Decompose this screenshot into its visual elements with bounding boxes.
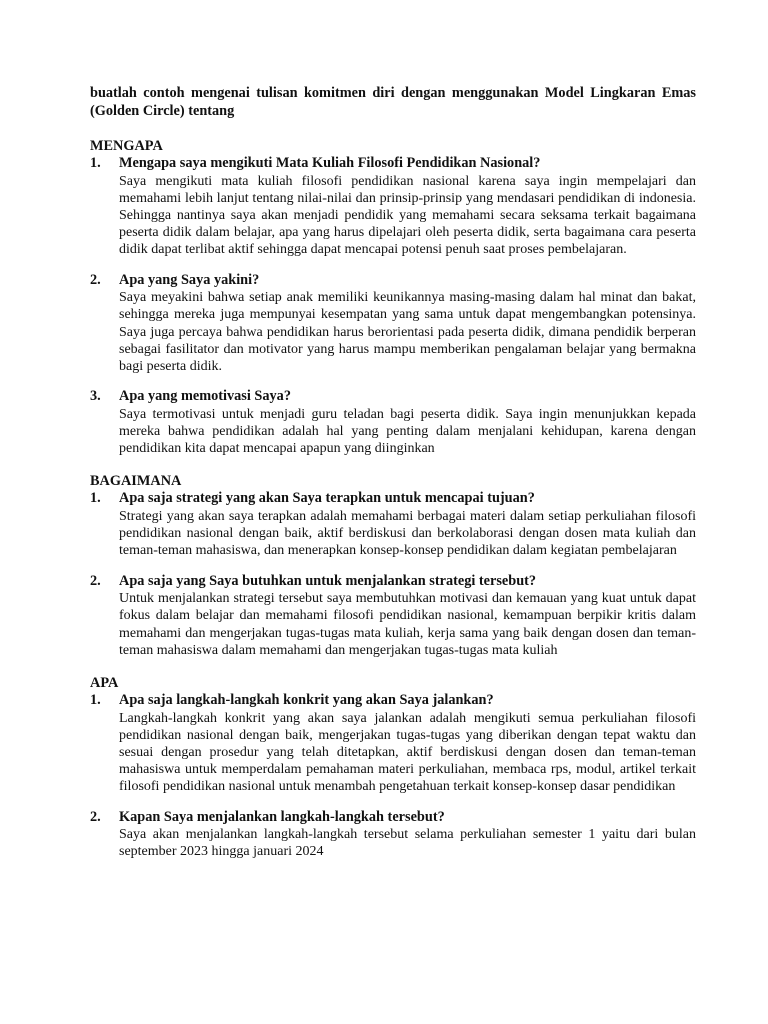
list-item — [90, 573, 696, 659]
list-item — [90, 490, 696, 559]
item-question: Apa yang memotivasi Saya? — [119, 388, 291, 405]
intro-text: buatlah contoh mengenai tulisan komitmen diri dengan menggunakan Model Lingkaran Emas (Golden Circle) tentang — [90, 85, 696, 119]
item-number: 1. — [90, 155, 101, 171]
document-content — [90, 84, 696, 861]
item-number: 2. — [90, 808, 101, 825]
item-answer: Langkah-langkah konkrit yang akan saya jalankan adalah mengikuti semua perkuliahan filosofi pendidikan nasional dengan baik, mengerjakan tugas-tugas yang diberikan dengan tepat waktu dan sesuai dengan prosedur yang telah ditetapkan, aktif berdiskusi dengan dosen dan teman-teman mahasiswa untuk memperdalam pemahaman materi perkuliahan, membaca rps, modul, artikel terkait filosofi pendidikan nasional untuk menambah pengetahuan terkait konsep-konsep dasar pendidikan — [119, 710, 696, 795]
item-question: Apa saja yang Saya butuhkan untuk menjalankan strategi tersebut? — [119, 572, 537, 589]
item-answer: Saya mengikuti mata kuliah filosofi pendidikan nasional karena saya ingin mempelajari dan memahami lebih lanjut tentang nilai-nilai dan prinsip-prinsip yang mendasari pendidikan di indonesia. Sehingga nantinya saya akan menjadi pendidik yang memahami secara seksama terkait bagaimana peserta didik dalam belajar, apa yang harus dipelajari oleh peserta didik, serta bagaimana cara peserta didik dapat terlibat aktif sehingga dapat mencapai potensi penuh saat proses pembelajaran. — [119, 173, 696, 258]
section-mengapa — [90, 137, 696, 457]
item-question: Apa saja langkah-langkah konkrit yang akan Saya jalankan? — [119, 692, 494, 709]
item-number: 2. — [90, 271, 101, 288]
item-number: 3. — [90, 388, 101, 405]
section-heading: MENGAPA — [90, 138, 163, 154]
list-item — [90, 272, 696, 376]
item-number: 1. — [90, 692, 101, 709]
item-number: 1. — [90, 490, 101, 507]
item-answer: Untuk menjalankan strategi tersebut saya membutuhkan motivasi dan kemauan yang kuat untuk dapat fokus dalam belajar dan memahami filosofi pendidikan nasional, kemampuan berpikir kritis dalam memahami dan mengerjakan tugas-tugas mata kuliah, kerja sama yang baik dengan dosen dan teman-teman mahasiswa dalam memahami dan mengerjakan tugas-tugas mata kuliah — [119, 591, 696, 658]
item-answer: Saya termotivasi untuk menjadi guru teladan bagi peserta didik. Saya ingin menunjukkan kepada mereka bahwa pendidikan adalah hal yang penting dalam menjalani kehidupan, karena dengan pendidikan kita dapat mencapai apapun yang diinginkan — [119, 406, 696, 457]
list-item — [90, 809, 696, 861]
item-answer: Saya akan menjalankan langkah-langkah tersebut selama perkuliahan semester 1 yaitu dari bulan september 2023 hingga januari 2024 — [119, 827, 696, 860]
section-apa — [90, 674, 696, 861]
section-bagaimana — [90, 472, 696, 659]
item-number: 2. — [90, 572, 101, 589]
list-item — [90, 692, 696, 796]
item-question: Apa yang Saya yakini? — [119, 271, 260, 288]
item-question: Apa saja strategi yang akan Saya terapkan untuk mencapai tujuan? — [119, 490, 535, 507]
item-answer: Strategi yang akan saya terapkan adalah memahami berbagai materi dalam setiap perkuliahan filosofi pendidikan nasional dengan baik, aktif berdiskusi dan berkolaborasi dengan dosen mata kuliah dan teman-teman mahasiswa, dan menerapkan konsep-konsep pendidikan dalam kegiatan pembelajaran — [119, 509, 696, 559]
list-item — [90, 155, 696, 259]
item-question: Mengapa saya mengikuti Mata Kuliah Filosofi Pendidikan Nasional? — [119, 155, 541, 171]
section-heading: APA — [90, 675, 119, 692]
section-heading: BAGAIMANA — [90, 473, 182, 490]
item-answer: Saya meyakini bahwa setiap anak memiliki keunikannya masing-masing dalam hal minat dan bakat, sehingga mereka juga mempunyai kesempatan yang sama untuk dapat mengembangkan potensinya. Saya juga percaya bahwa pendidikan harus berorientasi pada peserta didik, dimana pendidik berperan sebagai fasilitator dan motivator yang harus mampu memberikan pengalaman belajar yang bermakna bagi peserta didik. — [119, 290, 696, 375]
list-item — [90, 388, 696, 457]
item-question: Kapan Saya menjalankan langkah-langkah tersebut? — [119, 808, 445, 825]
